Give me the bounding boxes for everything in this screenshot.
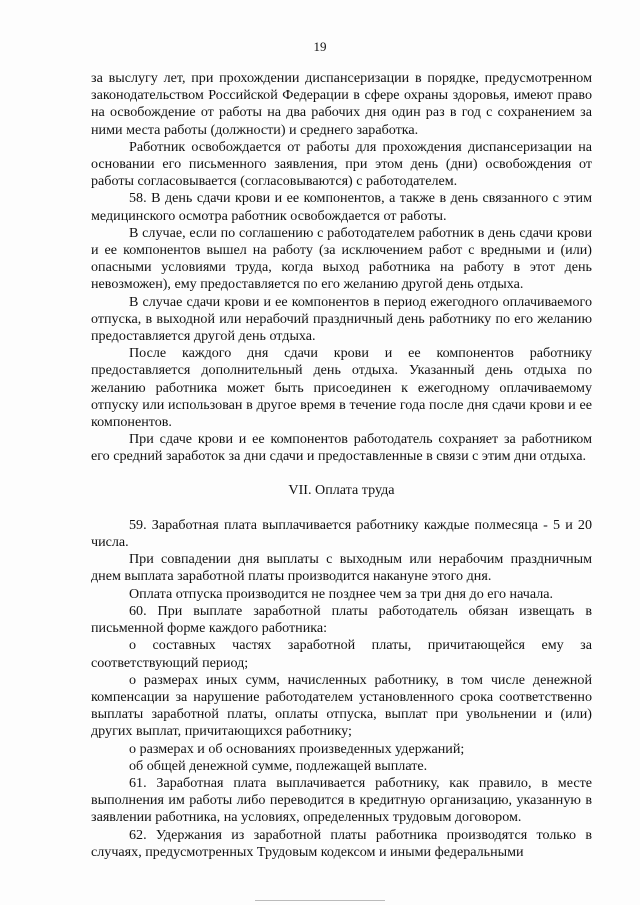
paragraph: 58. В день сдачи крови и ее компонентов, а также в день связанного с этим медицинского осмотра работник освобождается от работы. <box>91 190 592 224</box>
paragraphs-after-section <box>91 517 592 861</box>
paragraph: При сдаче крови и ее компонентов работодатель сохраняет за работником его средний заработок за дни сдачи и предоставленные в связи с этим дни отдыха. <box>91 431 592 465</box>
scan-edge-mark <box>255 900 385 901</box>
paragraph: В случае сдачи крови и ее компонентов в период ежегодного оплачиваемого отпуска, в выходной или нерабочий праздничный день работнику по его желанию предоставляется другой день отдыха. <box>91 293 592 345</box>
paragraph: 60. При выплате заработной платы работодатель обязан извещать в письменной форме каждого работника: <box>91 602 592 637</box>
paragraph: В случае, если по соглашению с работодателем работник в день сдачи крови и ее компонентов вышел на работу (за исключением работ с вредными и (или) опасными условиями труда, когда выход работника на работу в этот день невозможен), ему предоставляется по его желанию другой день отдыха. <box>91 224 592 293</box>
paragraph: Работник освобождается от работы для прохождения диспансеризации на основании его письменного заявления, при этом день (дни) освобождения от работы согласовывается (согласовываются) с работодателем. <box>91 138 592 190</box>
paragraph: 61. Заработная плата выплачивается работнику, как правило, в месте выполнения им работы либо переводится в кредитную организацию, указанную в заявлении работника, на условиях, определенных трудовым договором. <box>91 774 592 826</box>
paragraph: о размерах иных сумм, начисленных работнику, в том числе денежной компенсации за нарушение работодателем установленного срока соответственно выплаты заработной платы, оплаты отпуска, выплат при увольнении и (или) других выплат, причитающихся работнику; <box>91 671 592 740</box>
paragraph: за выслугу лет, при прохождении диспансеризации в порядке, предусмотренном законодательством Российской Федерации в сфере охраны здоровья, имеют право на освобождение от работы на два рабочих дня один раз в год с сохранением за ними места работы (должности) и среднего заработка. <box>91 70 592 138</box>
paragraph: 59. Заработная плата выплачивается работнику каждые полмесяца - 5 и 20 числа. <box>91 516 592 551</box>
page-number: 19 <box>313 39 327 54</box>
paragraphs-before-section <box>91 70 592 466</box>
page-body <box>91 70 592 861</box>
paragraph: При совпадении дня выплаты с выходным или нерабочим праздничным днем выплата заработной платы производится накануне этого дня. <box>91 551 592 585</box>
paragraph: о составных частях заработной платы, причитающейся ему за соответствующий период; <box>91 637 592 671</box>
paragraph: После каждого дня сдачи крови и ее компонентов работнику предоставляется дополнительный день отдыха. Указанный день отдыха по желанию работника может быть присоединен к ежегодному оплачиваемому отпуску или использован в другое время в течение года после дня сдачи крови и ее компонентов. <box>91 345 592 431</box>
paragraph: об общей денежной сумме, подлежащей выплате. <box>129 757 428 774</box>
section-heading: VII. Оплата труда <box>288 481 395 498</box>
paragraph: 62. Удержания из заработной платы работника производятся только в случаях, предусмотренных Трудовым кодексом и иными федеральными <box>91 826 592 860</box>
paragraph: Оплата отпуска производится не позднее чем за три дня до его начала. <box>129 585 554 602</box>
paragraph: о размерах и об основаниях произведенных удержаний; <box>129 740 465 757</box>
